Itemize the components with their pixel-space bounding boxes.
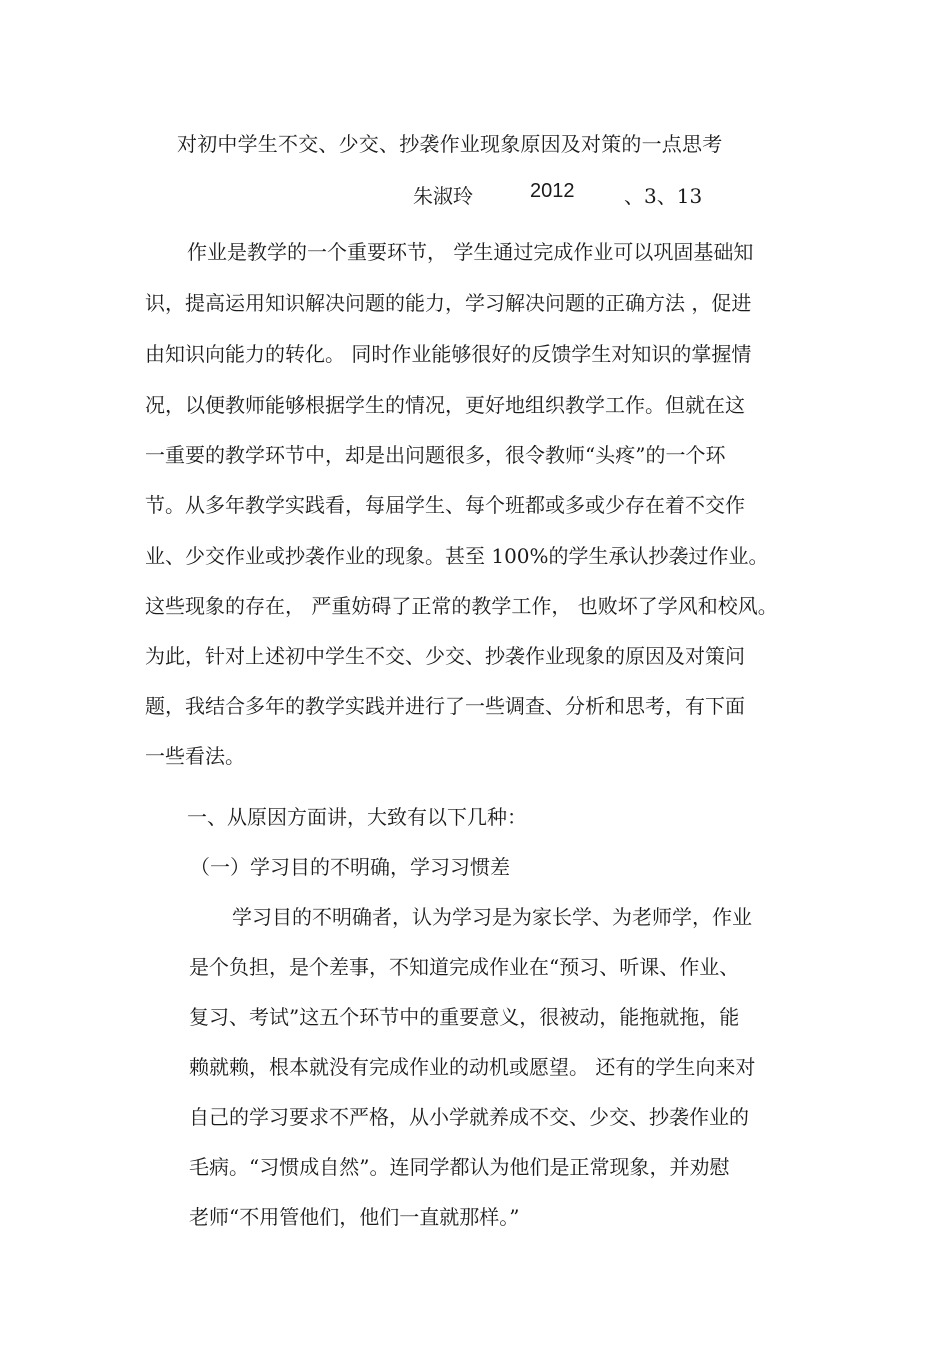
- author-date-month-day: 、3、13: [624, 184, 703, 208]
- paragraph-line: 况，以便教师能够根据学生的情况，更好地组织教学工作。但就在这: [145, 393, 745, 417]
- paragraph-line: 这些现象的存在， 严重妨碍了正常的教学工作， 也败坏了学风和校风。: [145, 594, 778, 618]
- paragraph-line: 是个负担，是个差事，不知道完成作业在“预习、听课、作业、: [189, 955, 740, 979]
- paragraph-line: 节。从多年教学实践看，每届学生、每个班都或多或少存在着不交作: [145, 493, 745, 517]
- author-line: [0, 180, 950, 208]
- paragraph-line: 复习、考试”这五个环节中的重要意义，很被动，能拖就拖，能: [189, 1005, 740, 1029]
- document-title: 对初中学生不交、少交、抄袭作业现象原因及对策的一点思考: [177, 132, 723, 156]
- paragraph-line: 由知识向能力的转化。 同时作业能够很好的反馈学生对知识的掌握情: [145, 342, 752, 366]
- paragraph-line: 一重要的教学环节中，却是出问题很多，很令教师“头疼”的一个环: [145, 443, 726, 467]
- author-date-year: 2012: [530, 180, 575, 202]
- paragraph-line: 题，我结合多年的教学实践并进行了一些调查、分析和思考，有下面: [145, 694, 745, 718]
- paragraph-line: 识，提高运用知识解决问题的能力，学习解决问题的正确方法 ，促进: [145, 291, 752, 315]
- author-name: 朱淑玲: [413, 184, 473, 208]
- paragraph-line: 自己的学习要求不严格，从小学就养成不交、少交、抄袭作业的: [189, 1105, 749, 1129]
- section-heading: 一、从原因方面讲，大致有以下几种：: [187, 805, 527, 829]
- paragraph-line: 毛病。“习惯成自然”。连同学都认为他们是正常现象，并劝慰: [189, 1155, 730, 1179]
- paragraph-line: 学习目的不明确者，认为学习是为家长学、为老师学，作业: [232, 905, 752, 929]
- paragraph-line: 作业是教学的一个重要环节， 学生通过完成作业可以巩固基础知: [187, 240, 754, 264]
- paragraph-line: 一些看法。: [145, 744, 245, 768]
- paragraph-line: 老师“不用管他们，他们一直就那样。”: [189, 1205, 520, 1229]
- subsection-heading: （一）学习目的不明确，学习习惯差: [190, 855, 510, 879]
- paragraph-line: 赖就赖，根本就没有完成作业的动机或愿望。 还有的学生向来对: [189, 1055, 756, 1079]
- paragraph-line: 业、少交作业或抄袭作业的现象。甚至 100%的学生承认抄袭过作业。: [145, 544, 769, 568]
- paragraph-line: 为此，针对上述初中学生不交、少交、抄袭作业现象的原因及对策问: [145, 644, 745, 668]
